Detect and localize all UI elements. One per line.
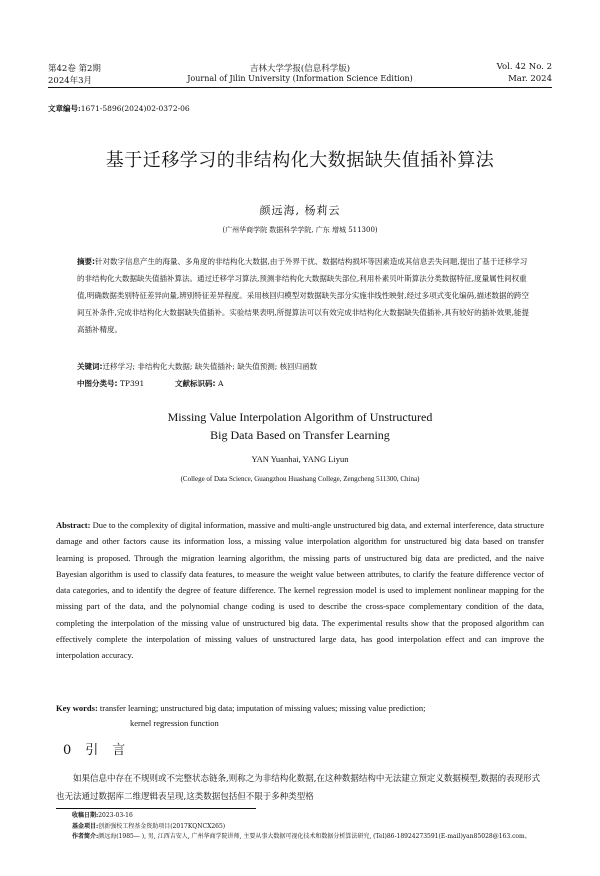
header-date-cn: 2024年3月 (48, 76, 93, 86)
header-journal-cn: 吉林大学学报(信息科学版) (249, 64, 351, 74)
title-cn: 基于迁移学习的非结构化大数据缺失值插补算法 (105, 150, 495, 171)
article-number (48, 103, 190, 114)
keywords-en-label: Key words: (56, 703, 98, 713)
abstract-cn (77, 253, 533, 338)
title-en-line1: Missing Value Interpolation Algorithm of Unstructured (167, 410, 433, 424)
footnote-fund: 基金项目:创新强校工程基金资助项目(2017KQNCX265) (72, 822, 226, 830)
affiliation-en: (College of Data Science, Guangzhou Huashang College, Zengcheng 511300, China) (180, 475, 420, 483)
keywords-en (56, 701, 544, 731)
title-en-line2: Big Data Based on Transfer Learning (210, 428, 390, 442)
keywords-en-line1: transfer learning; unstructured big data; imputation of missing values; missing value prediction; (99, 703, 426, 713)
abstract-en (56, 517, 544, 664)
section-title: 引言 (85, 743, 140, 758)
header-volume-cn: 第42卷 第2期 (48, 64, 101, 74)
abstract-cn-text: 针对数字信息产生的海量、多角度的非结构化大数据,由于外界干扰、数据结构损坏等因素造成其信息丢失问题,提出了基于迁移学习的非结构化大数据缺失值插补算法。通过迁移学习算法,预测非结构化大数据缺失部位,利用朴素贝叶斯算法分类数据特征,度量属性间权重值,明确数据类别特征差异向量,辨别特征差异程度。采用核回归模型对数据缺失部分实施非线性映射,经过多项式变化编码,描述数据的跨空间互补条件,完成非结构化大数据缺失值插补。实验结果表明,所提算法可以有效完成非结构化大数据缺失值插补,具有较好的插补效果,能提高插补精度。 (77, 257, 530, 334)
keywords-en-line2: kernel regression function (130, 718, 219, 728)
article-number-label: 文章编号: (48, 104, 81, 113)
section-heading (63, 739, 139, 758)
header-rule (48, 87, 552, 88)
footnote-received: 收稿日期:2023-03-16 (72, 812, 133, 819)
class-number-value: TP391 (119, 379, 145, 388)
keywords-cn-label: 关键词: (77, 362, 103, 371)
header-journal-en: Journal of Jilin University (Information Science Edition) (187, 74, 413, 83)
footnote-rule (56, 808, 256, 809)
doc-code-value: A (217, 379, 224, 388)
footnote (72, 811, 542, 843)
authors-en: YAN Yuanhai, YANG Liyun (251, 454, 349, 464)
class-number-row (77, 378, 223, 389)
abstract-en-label: Abstract: (56, 520, 91, 530)
article-number-value: 1671-5896(2024)02-0372-06 (80, 104, 190, 113)
keywords-cn (77, 361, 317, 372)
affiliation-cn: (广州华商学院 数据科学学院, 广东 增城 511300) (222, 226, 378, 234)
abstract-cn-label: 摘要: (77, 257, 95, 266)
class-number-label: 中图分类号: (77, 379, 118, 388)
section-number: 0 (63, 743, 86, 758)
abstract-en-text: Due to the complexity of digital information, massive and multi-angle unstructured big data, and external interference, data structure damage and other factors cause its information loss, a missing value interpolation algorithm for unstructured big data based on transfer learning is proposed. Through the migration learning algorithm, the missing parts of unstructured big data are predicted, and the naive Bayesian algorithm is used to classify data features, to measure the weight value between attributes, to clarify the feature difference vector of data categories, and to identify the degree of feature difference. The kernel regression model is used to implement nonlinear mapping for the missing part of the data, and the polynomial change coding is used to describe the cross-space complementary condition of the data, completing the interpolation of the missing value of unstructured big data. The experimental results show that the proposed algorithm can effectively complete the interpolation of missing values of unstructured large data, has good interpolation effect and can improve the interpolation accuracy. (56, 520, 545, 661)
doc-code-label: 文献标识码: (175, 379, 216, 388)
keywords-cn-text: 迁移学习; 非结构化大数据; 缺失值插补; 缺失值预测; 核回归函数 (102, 362, 318, 371)
footnote-bio: 作者简介:颜远海(1985— ), 男, 江西吉安人, 广州华商学院讲师, 主要从事大数据可视化技术和数据分析算法研究, (Tel)86-18924273591(E-mail)yan85028@163.com。 (72, 833, 531, 840)
header-date-en: Mar. 2024 (508, 74, 552, 84)
body-paragraph: 如果信息中存在不规则或不完整状态链条,则称之为非结构化数据,在这种数据结构中无法建立预定义数据模型,数据的表现形式也无法通过数据库二维逻辑表呈现,这类数据包括但不限于多种类型格 (56, 774, 541, 802)
authors-cn: 颜远海, 杨莉云 (259, 204, 341, 217)
header-volume-en: Vol. 42 No. 2 (496, 62, 552, 72)
